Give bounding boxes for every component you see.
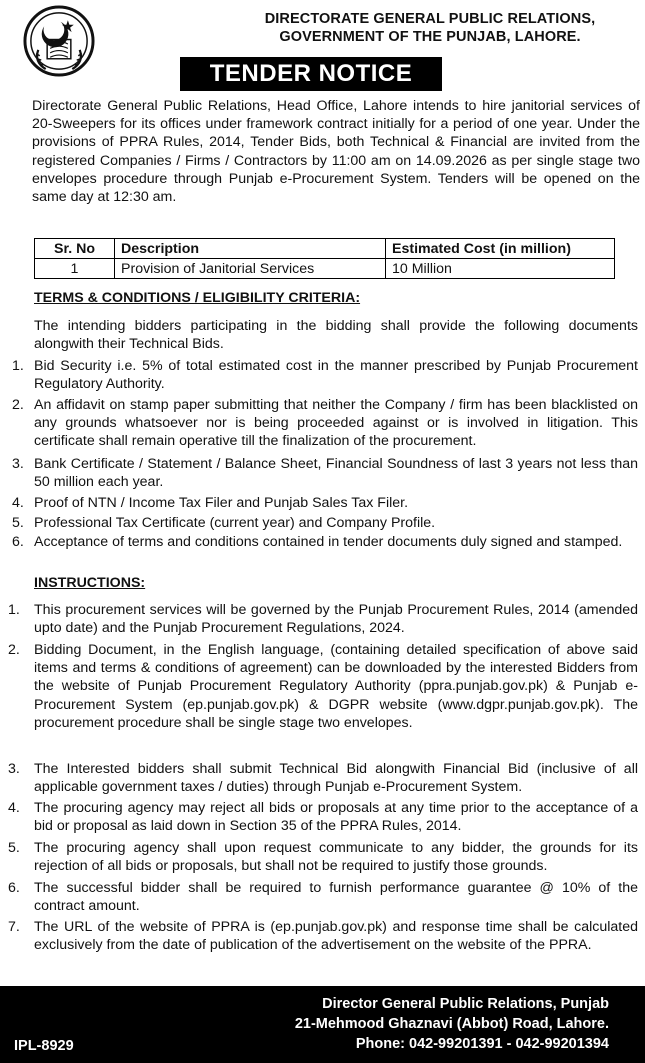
terms-item: Professional Tax Certificate (current year) and Company Profile.	[34, 515, 436, 531]
table-row	[35, 259, 615, 279]
footer-address	[295, 994, 609, 1054]
intro-paragraph: Directorate General Public Relations, Head Office, Lahore intends to hire janitorial services of 20-Sweepers for its offices under framework contract initially for a period of one year. Under the provisions of PPRA Rules, 2014, Tender Bids, both Technical & Financial are invited from the registered Companies / Firms / Contractors by 11:00 am on 14.09.2026 as per single stage two envelopes procedure through Punjab e-Procurement System. Tenders will be opened on the same day at 12:30 am.	[32, 98, 640, 206]
instruction-number: 2.	[8, 642, 20, 658]
footer-line-1: Director General Public Relations, Punjab	[322, 996, 609, 1012]
instruction-item: The successful bidder shall be required to furnish performance guarantee @ 10% of the contract amount.	[34, 880, 638, 915]
terms-item-number: 3.	[12, 456, 24, 472]
instruction-number: 7.	[8, 919, 20, 935]
department-line-1: DIRECTORATE GENERAL PUBLIC RELATIONS,	[264, 11, 596, 27]
terms-item-number: 5.	[12, 515, 24, 531]
header-description: Description	[115, 239, 386, 259]
footer-line-2: 21-Mehmood Ghaznavi (Abbot) Road, Lahore.	[294, 1016, 609, 1032]
terms-item: Proof of NTN / Income Tax Filer and Punjab Sales Tax Filer.	[34, 495, 409, 511]
tender-notice-banner: TENDER NOTICE	[180, 57, 442, 91]
terms-heading: TERMS & CONDITIONS / ELIGIBILITY CRITERIA:	[34, 290, 361, 306]
terms-item: Bank Certificate / Statement / Balance Sheet, Financial Soundness of last 3 years not less than 50 million each year.	[34, 456, 638, 491]
department-heading	[230, 10, 630, 46]
header-estimated-cost: Estimated Cost (in million)	[386, 239, 615, 259]
terms-item-number: 1.	[12, 358, 24, 374]
cell-estimated-cost: 10 Million	[386, 259, 615, 279]
terms-item-number: 2.	[12, 397, 24, 413]
header-sr-no: Sr. No	[35, 239, 115, 259]
instruction-item: The URL of the website of PPRA is (ep.punjab.gov.pk) and response time shall be calculated exclusively from the date of publication of the advertisement on the website of the PPRA.	[34, 919, 638, 954]
instruction-number: 5.	[8, 840, 20, 856]
punjab-emblem-icon	[22, 4, 96, 78]
terms-lead: The intending bidders participating in the bidding shall provide the following documents alongwith their Technical Bids.	[34, 318, 638, 353]
department-line-2: GOVERNMENT OF THE PUNJAB, LAHORE.	[279, 29, 581, 45]
footer-phone: Phone: 042-99201391 - 042-99201394	[355, 1036, 609, 1052]
cell-sr-no: 1	[35, 259, 115, 279]
instruction-item: Bidding Document, in the English language, (containing detailed specification of above said items and terms & conditions of agreement) can be downloaded by the interested Bidders from the website of Punjab Procurement Regulatory Authority (ppra.punjab.gov.pk) & Punjab e-Procurement System (ep.punjab.gov.pk) & DGPR website (www.dgpr.punjab.gov.pk). The procurement procedure shall be single stage two envelopes.	[34, 642, 638, 731]
ipl-reference: IPL-8929	[14, 1038, 74, 1054]
instructions-heading: INSTRUCTIONS:	[34, 575, 146, 591]
instruction-number: 4.	[8, 800, 20, 816]
terms-item: Bid Security i.e. 5% of total estimated cost in the manner prescribed by Punjab Procurement Regulatory Authority.	[34, 358, 638, 393]
terms-item: An affidavit on stamp paper submitting that neither the Company / firm has been blacklisted on any grounds whatsoever nor is being proceeded against or is involved in litigation. This certificate shall remain operative till the finalization of the procurement.	[34, 397, 638, 450]
terms-item-number: 6.	[12, 534, 24, 550]
instruction-item: The procuring agency shall upon request communicate to any bidder, the grounds for its rejection of all bids or proposals, but shall not be required to justify those grounds.	[34, 840, 638, 875]
instruction-item: The Interested bidders shall submit Technical Bid alongwith Financial Bid (inclusive of all applicable government taxes / duties) through Punjab e-Procurement System.	[34, 761, 638, 796]
instruction-item: The procuring agency may reject all bids or proposals at any time prior to the acceptance of a bid or proposal as laid down in Section 35 of the PPRA Rules, 2014.	[34, 800, 638, 835]
terms-item: Acceptance of terms and conditions contained in tender documents duly signed and stamped.	[34, 534, 623, 550]
table-header-row	[35, 239, 615, 259]
tender-table	[34, 238, 615, 279]
instruction-number: 3.	[8, 761, 20, 777]
instruction-number: 6.	[8, 880, 20, 896]
cell-description: Provision of Janitorial Services	[115, 259, 386, 279]
footer-bar	[0, 986, 645, 1063]
instruction-item: This procurement services will be governed by the Punjab Procurement Rules, 2014 (amended upto date) and the Punjab Procurement Regulations, 2024.	[34, 602, 638, 637]
instruction-number: 1.	[8, 602, 20, 618]
terms-item-number: 4.	[12, 495, 24, 511]
